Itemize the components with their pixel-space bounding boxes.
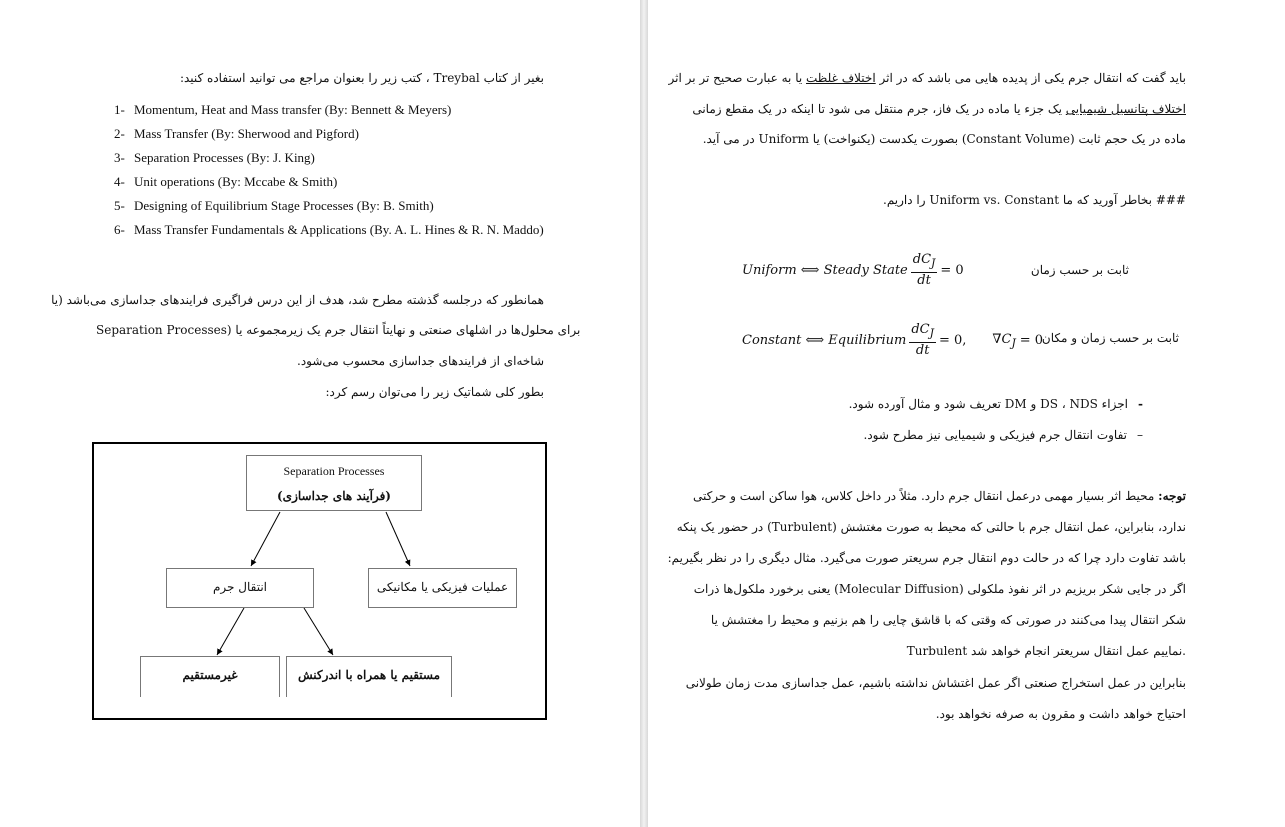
equation-label: ثابت بر حسب زمان <box>1030 263 1129 277</box>
bullet-mark: - <box>1138 397 1143 411</box>
paragraph-line: بطور کلی شماتیک زیر را می‌توان رسم کرد: <box>325 385 544 399</box>
list-item <box>114 218 544 242</box>
bullet-item <box>864 427 1144 443</box>
paragraph-line: توجه: محیط اثر بسیار مهمی درعمل انتقال جرم دارد. مثلاً در داخل کلاس، هوا ساکن است و حرکتی <box>692 489 1186 503</box>
node-mass-transfer: انتقال جرم <box>166 568 314 608</box>
left-page <box>0 0 640 827</box>
note-line: ### بخاطر آورید که ما Uniform vs. Constant را داریم. <box>883 193 1186 207</box>
node-separation-processes <box>246 455 422 511</box>
list-number: 1- <box>114 102 125 117</box>
page-gutter <box>640 0 648 827</box>
paragraph-line: احتیاج خواهد داشت و مقرون به صرفه نخواهد بود. <box>935 707 1186 721</box>
list-number: 5- <box>114 198 125 213</box>
arrow-mass-to-direct <box>304 608 333 655</box>
bullet-mark: – <box>1137 428 1143 442</box>
arrow-mass-to-indirect <box>217 608 244 655</box>
paragraph-line: شکر انتقال پیدا می‌کنند در صورتی که وقتی که با قاشق چایی را هم بزنیم و محیط را مغتشش یا <box>710 613 1186 627</box>
list-number: 2- <box>114 126 125 141</box>
underlined-term: اختلاف پتانسیل شیمیایی <box>1065 102 1186 116</box>
derivative: $\frac{dC_J}{dt}$ <box>911 322 934 358</box>
gradient-term: $\nabla C_J$ <box>992 331 1016 350</box>
paragraph-line: Turbulent نماییم عمل انتقال سریعتر انجام خواهد شد. <box>906 644 1186 658</box>
node-indirect: غیرمستقیم <box>140 656 280 697</box>
list-item <box>114 170 544 194</box>
equation-lhs: Uniform ⟺ Steady State <box>742 262 908 278</box>
paragraph-line: همانطور که درجلسه گذشته مطرح شد، هدف از این درس فراگیری فرایندهای جداسازی می‌باشد (یا <box>51 293 544 307</box>
derivative: $\frac{dC_J}{dt}$ <box>912 252 936 288</box>
list-item <box>114 122 544 146</box>
paragraph-line: Separation Processes) برای محلول‌ها در اشلهای صنعتی و نهایتاً انتقال جرم یک زیرمجموعه یا <box>96 323 581 337</box>
paragraph-line: اگر در جایی شکر بریزیم در اثر نفوذ ملکولی (Molecular Diffusion) یعنی برخورد ملکول‌ها ذرات <box>693 582 1186 596</box>
equation-rhs: = 0 <box>940 262 964 278</box>
reference-text: Separation Processes (By: J. King) <box>134 150 315 165</box>
list-item <box>114 98 544 122</box>
paragraph-line: ندارد، بنابراین، عمل انتقال جرم با حالتی که محیط به صورت مغتشش (Turbulent) در حضور یک پنکه <box>676 520 1186 534</box>
equation-lhs: Constant ⟺ Equilibrium <box>742 332 907 348</box>
paragraph-line: شاخه‌ای از فرایندهای جداسازی محسوب می‌شود. <box>297 354 544 368</box>
reference-text: Unit operations (By: Mccabe & Smith) <box>134 174 338 189</box>
reference-text: Mass Transfer (By: Sherwood and Pigford) <box>134 126 359 141</box>
node-direct: مستقیم یا همراه با اندرکنش <box>286 656 452 697</box>
equation-rhs: = 0, <box>938 332 967 348</box>
separation-processes-diagram <box>92 442 547 720</box>
paragraph-line: باشد تفاوت دارد چرا که در حالت دوم انتقال جرم سریعتر صورت می‌گیرد. مثال دیگری را در نظر بگیریم: <box>667 551 1186 565</box>
reference-list <box>114 98 544 242</box>
reference-text: Designing of Equilibrium Stage Processes (By: B. Smith) <box>134 198 434 213</box>
node-title: Separation Processes <box>283 464 385 478</box>
node-subtitle: (فرآیند های جداسازی) <box>277 489 391 503</box>
arrow-root-to-physical-ops <box>386 512 410 566</box>
bullet-text: اجزاء DS ، NDS و DM تعریف شود و مثال آورده شود. <box>848 397 1129 411</box>
paragraph-line: بنابراین در عمل استخراج صنعتی اگر عمل اغتشاش نداشته باشیم، عمل جداسازی مدت زمان طولانی <box>685 676 1186 690</box>
references-intro: بغیر از کتاب Treybal ، کتب زیر را بعنوان مراجع می توانید استفاده کنید: <box>179 71 544 85</box>
list-number: 6- <box>114 222 125 237</box>
right-page <box>648 0 1285 827</box>
arrow-root-to-mass-transfer <box>251 512 280 566</box>
equation-label: ثابت بر حسب زمان و مکان <box>1041 331 1179 345</box>
list-item <box>114 194 544 218</box>
bullet-item <box>849 396 1143 412</box>
list-item <box>114 146 544 170</box>
list-number: 3- <box>114 150 125 165</box>
bullet-text: تفاوت انتقال جرم فیزیکی و شیمیایی نیز مطرح شود. <box>863 428 1127 442</box>
underlined-term: اختلاف غلظت <box>806 71 876 85</box>
paragraph-line: باید گفت که انتقال جرم یکی از پدیده هایی می باشد که در اثر اختلاف غلظت یا به عبارت صحیح تر بر اثر <box>668 71 1186 85</box>
reference-text: Mass Transfer Fundamentals & Applications (By. A. L. Hines & R. N. Maddo) <box>134 222 544 237</box>
attention-label: توجه: <box>1158 489 1186 503</box>
reference-text: Momentum, Heat and Mass transfer (By: Bennett & Meyers) <box>134 102 452 117</box>
list-number: 4- <box>114 174 125 189</box>
paragraph-line: ماده در یک حجم ثابت (Constant Volume) بصورت یکدست (یکنواخت) یا Uniform در می آید. <box>702 132 1186 146</box>
node-physical-operations: عملیات فیزیکی یا مکانیکی <box>368 568 517 608</box>
paragraph-line: اختلاف پتانسیل شیمیایی یک جزء یا ماده در یک فاز، جرم منتقل می شود تا اینکه در یک مقطع زمانی <box>692 102 1186 116</box>
gradient-rhs: = 0 <box>1019 332 1044 348</box>
